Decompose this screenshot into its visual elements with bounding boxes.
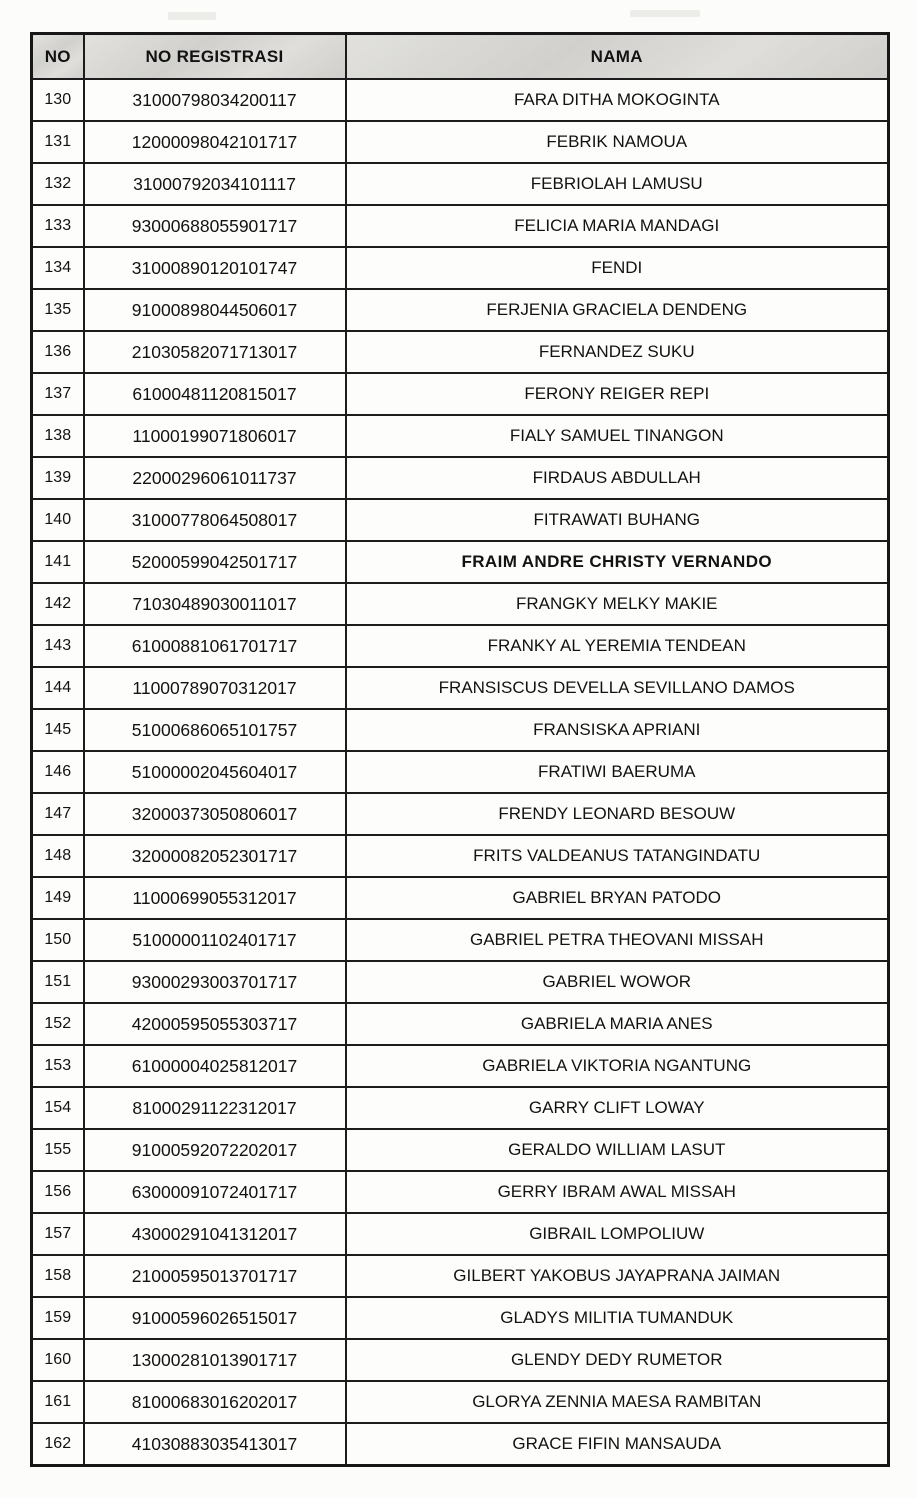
cell-no: 142 <box>32 583 84 625</box>
cell-name: FIALY SAMUEL TINANGON <box>346 415 889 457</box>
table-row <box>32 1087 889 1129</box>
cell-registration-number: 51000001102401717 <box>84 919 346 961</box>
table-row <box>32 1129 889 1171</box>
cell-name: FERONY REIGER REPI <box>346 373 889 415</box>
cell-no: 141 <box>32 541 84 583</box>
cell-registration-number: 43000291041312017 <box>84 1213 346 1255</box>
cell-no: 155 <box>32 1129 84 1171</box>
cell-registration-number: 21000595013701717 <box>84 1255 346 1297</box>
table-body <box>32 79 889 1466</box>
table-row <box>32 373 889 415</box>
cell-registration-number: 11000789070312017 <box>84 667 346 709</box>
cell-registration-number: 32000082052301717 <box>84 835 346 877</box>
table-row <box>32 1003 889 1045</box>
scanned-page-table-area <box>30 32 887 1467</box>
cell-no: 131 <box>32 121 84 163</box>
cell-registration-number: 42000595055303717 <box>84 1003 346 1045</box>
cell-no: 146 <box>32 751 84 793</box>
cell-name: GILBERT YAKOBUS JAYAPRANA JAIMAN <box>346 1255 889 1297</box>
cell-name: FEBRIK NAMOUA <box>346 121 889 163</box>
table-row <box>32 793 889 835</box>
cell-registration-number: 22000296061011737 <box>84 457 346 499</box>
cell-no: 149 <box>32 877 84 919</box>
table-row <box>32 1423 889 1466</box>
cell-no: 132 <box>32 163 84 205</box>
cell-no: 137 <box>32 373 84 415</box>
cell-name: FRENDY LEONARD BESOUW <box>346 793 889 835</box>
table-row <box>32 835 889 877</box>
cell-name: GRACE FIFIN MANSAUDA <box>346 1423 889 1466</box>
table-row <box>32 1171 889 1213</box>
cell-no: 153 <box>32 1045 84 1087</box>
cell-name: GABRIELA VIKTORIA NGANTUNG <box>346 1045 889 1087</box>
cell-no: 144 <box>32 667 84 709</box>
table-row <box>32 709 889 751</box>
cell-name: GLENDY DEDY RUMETOR <box>346 1339 889 1381</box>
table-row <box>32 751 889 793</box>
cell-no: 130 <box>32 79 84 121</box>
table-row <box>32 331 889 373</box>
cell-name: FERJENIA GRACIELA DENDENG <box>346 289 889 331</box>
column-header-no: NO <box>32 34 84 80</box>
cell-registration-number: 51000686065101757 <box>84 709 346 751</box>
cell-no: 147 <box>32 793 84 835</box>
table-row <box>32 79 889 121</box>
cell-no: 156 <box>32 1171 84 1213</box>
cell-name: FERNANDEZ SUKU <box>346 331 889 373</box>
cell-registration-number: 32000373050806017 <box>84 793 346 835</box>
table-row <box>32 415 889 457</box>
registration-table <box>30 32 890 1467</box>
table-row <box>32 667 889 709</box>
table-row <box>32 583 889 625</box>
table-row <box>32 961 889 1003</box>
cell-registration-number: 11000199071806017 <box>84 415 346 457</box>
table-row <box>32 499 889 541</box>
table-row <box>32 1381 889 1423</box>
table-row <box>32 1339 889 1381</box>
cell-registration-number: 63000091072401717 <box>84 1171 346 1213</box>
table-row <box>32 163 889 205</box>
cell-registration-number: 81000291122312017 <box>84 1087 346 1129</box>
cell-registration-number: 21030582071713017 <box>84 331 346 373</box>
cell-name: GARRY CLIFT LOWAY <box>346 1087 889 1129</box>
cell-registration-number: 71030489030011017 <box>84 583 346 625</box>
table-row <box>32 1045 889 1087</box>
cell-name: FRITS VALDEANUS TATANGINDATU <box>346 835 889 877</box>
cell-no: 150 <box>32 919 84 961</box>
cell-name: FARA DITHA MOKOGINTA <box>346 79 889 121</box>
cell-no: 157 <box>32 1213 84 1255</box>
cell-registration-number: 61000481120815017 <box>84 373 346 415</box>
cell-name: FEBRIOLAH LAMUSU <box>346 163 889 205</box>
cell-registration-number: 12000098042101717 <box>84 121 346 163</box>
cell-name: GLORYA ZENNIA MAESA RAMBITAN <box>346 1381 889 1423</box>
cell-name: GERALDO WILLIAM LASUT <box>346 1129 889 1171</box>
column-header-name: NAMA <box>346 34 889 80</box>
cell-name: FITRAWATI BUHANG <box>346 499 889 541</box>
cell-registration-number: 81000683016202017 <box>84 1381 346 1423</box>
table-row <box>32 541 889 583</box>
scan-artifact <box>630 10 700 17</box>
cell-name: FENDI <box>346 247 889 289</box>
cell-registration-number: 91000596026515017 <box>84 1297 346 1339</box>
cell-no: 135 <box>32 289 84 331</box>
cell-registration-number: 52000599042501717 <box>84 541 346 583</box>
table-row <box>32 1213 889 1255</box>
cell-no: 140 <box>32 499 84 541</box>
cell-registration-number: 13000281013901717 <box>84 1339 346 1381</box>
cell-no: 161 <box>32 1381 84 1423</box>
table-header-row <box>32 34 889 80</box>
cell-name: FELICIA MARIA MANDAGI <box>346 205 889 247</box>
cell-name: GIBRAIL LOMPOLIUW <box>346 1213 889 1255</box>
table-row <box>32 877 889 919</box>
table-row <box>32 121 889 163</box>
table-row <box>32 247 889 289</box>
cell-name: FRATIWI BAERUMA <box>346 751 889 793</box>
table-row <box>32 289 889 331</box>
cell-registration-number: 41030883035413017 <box>84 1423 346 1466</box>
table-row <box>32 457 889 499</box>
table-row <box>32 205 889 247</box>
table-row <box>32 1255 889 1297</box>
cell-no: 162 <box>32 1423 84 1466</box>
cell-name: GABRIEL WOWOR <box>346 961 889 1003</box>
cell-no: 143 <box>32 625 84 667</box>
cell-registration-number: 11000699055312017 <box>84 877 346 919</box>
cell-name: FRANKY AL YEREMIA TENDEAN <box>346 625 889 667</box>
cell-no: 154 <box>32 1087 84 1129</box>
table-row <box>32 625 889 667</box>
cell-registration-number: 31000778064508017 <box>84 499 346 541</box>
cell-name: GABRIEL BRYAN PATODO <box>346 877 889 919</box>
cell-registration-number: 93000688055901717 <box>84 205 346 247</box>
column-header-registration: NO REGISTRASI <box>84 34 346 80</box>
cell-registration-number: 51000002045604017 <box>84 751 346 793</box>
cell-no: 159 <box>32 1297 84 1339</box>
cell-name: GERRY IBRAM AWAL MISSAH <box>346 1171 889 1213</box>
cell-registration-number: 31000890120101747 <box>84 247 346 289</box>
cell-name: FRAIM ANDRE CHRISTY VERNANDO <box>346 541 889 583</box>
cell-name: FRANSISCUS DEVELLA SEVILLANO DAMOS <box>346 667 889 709</box>
cell-no: 151 <box>32 961 84 1003</box>
cell-registration-number: 91000898044506017 <box>84 289 346 331</box>
cell-no: 139 <box>32 457 84 499</box>
cell-name: FRANSISKA APRIANI <box>346 709 889 751</box>
cell-no: 148 <box>32 835 84 877</box>
cell-no: 152 <box>32 1003 84 1045</box>
cell-no: 158 <box>32 1255 84 1297</box>
cell-no: 138 <box>32 415 84 457</box>
cell-registration-number: 93000293003701717 <box>84 961 346 1003</box>
cell-name: GABRIELA MARIA ANES <box>346 1003 889 1045</box>
scan-artifact <box>168 12 216 20</box>
cell-no: 145 <box>32 709 84 751</box>
cell-registration-number: 91000592072202017 <box>84 1129 346 1171</box>
cell-registration-number: 31000798034200117 <box>84 79 346 121</box>
table-row <box>32 1297 889 1339</box>
cell-no: 136 <box>32 331 84 373</box>
cell-name: FRANGKY MELKY MAKIE <box>346 583 889 625</box>
cell-registration-number: 31000792034101117 <box>84 163 346 205</box>
cell-registration-number: 61000881061701717 <box>84 625 346 667</box>
cell-name: GLADYS MILITIA TUMANDUK <box>346 1297 889 1339</box>
table-row <box>32 919 889 961</box>
cell-no: 134 <box>32 247 84 289</box>
cell-no: 133 <box>32 205 84 247</box>
cell-name: GABRIEL PETRA THEOVANI MISSAH <box>346 919 889 961</box>
cell-registration-number: 61000004025812017 <box>84 1045 346 1087</box>
cell-no: 160 <box>32 1339 84 1381</box>
cell-name: FIRDAUS ABDULLAH <box>346 457 889 499</box>
